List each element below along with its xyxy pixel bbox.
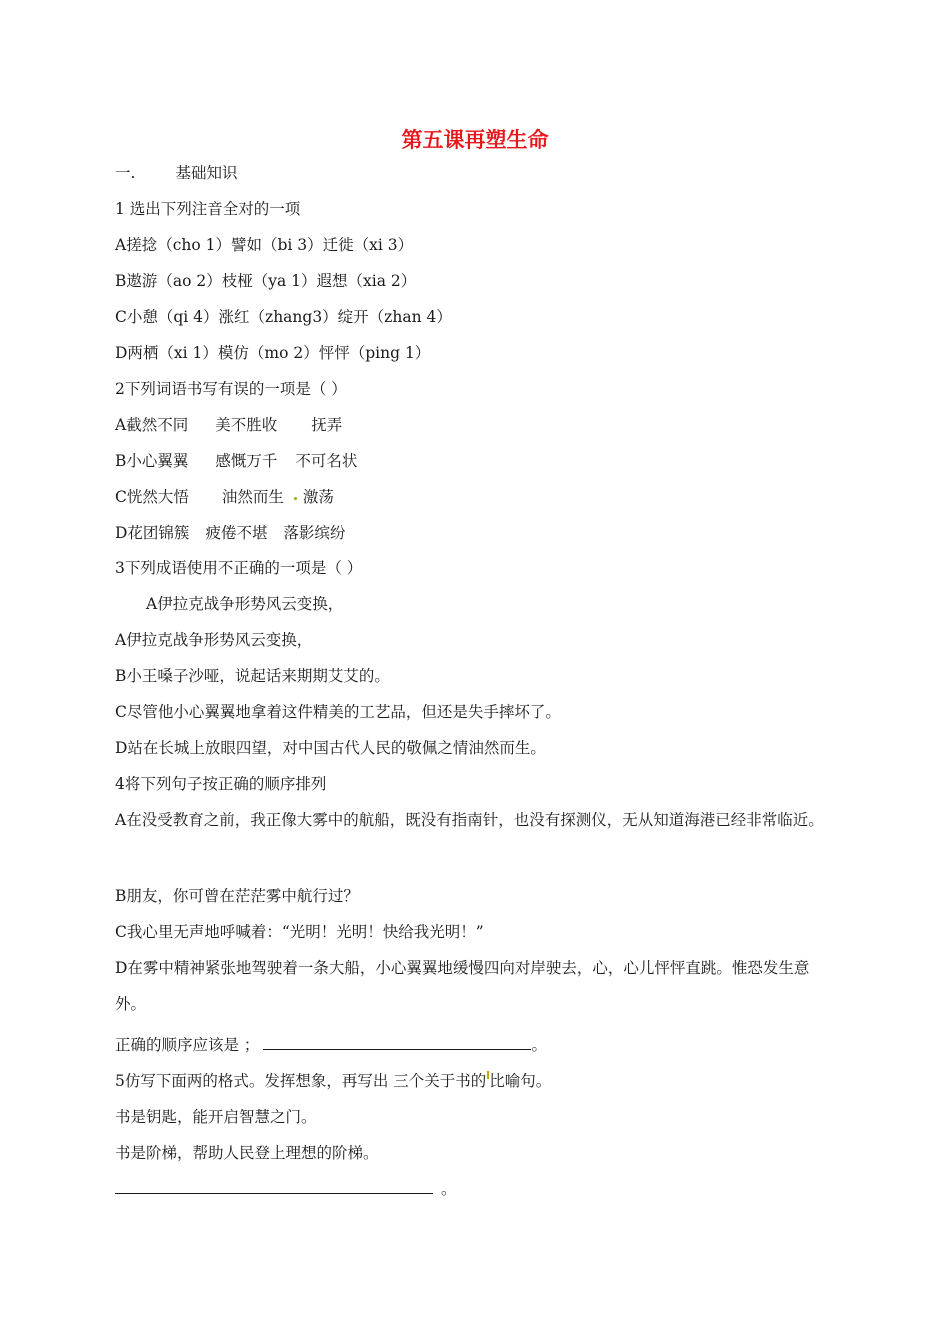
q4-answer-line xyxy=(115,1035,547,1055)
q2-a-word-3: 抚弄 xyxy=(311,416,343,434)
q2-option-d xyxy=(115,523,345,543)
q2-b-word-3: 不可名状 xyxy=(295,452,358,470)
q5-answer-blank[interactable] xyxy=(115,1179,433,1194)
q2-b-word-2: 感慨万千 xyxy=(215,452,278,470)
scan-speck xyxy=(294,497,297,500)
q4-sentence-c: C我心里无声地呼喊着：“光明！光明！快给我光明！” xyxy=(115,923,484,941)
q2-d-word-3: 落影缤纷 xyxy=(283,524,346,542)
q2-d-word-2: 疲倦不堪 xyxy=(205,524,268,542)
q1-option-c: C小憩（qi 4）涨红（zhang3）绽开（zhan 4） xyxy=(115,308,452,326)
q1-option-b: B遨游（ao 2）枝桠（ya 1）遐想（xia 2） xyxy=(115,272,417,290)
q2-c-word-2: 油然而生 xyxy=(221,488,284,506)
q3-stem: 3下列成语使用不正确的一项是（ ） xyxy=(115,559,363,577)
q5-stem xyxy=(115,1071,551,1091)
q5-stem-part1: 5仿写下面两的格式。发挥想象，再写出 三个关于书的 xyxy=(115,1072,487,1090)
q4-answer-prefix: 正确的顺序应该是 ； xyxy=(115,1036,260,1054)
q2-option-a xyxy=(115,415,342,435)
q2-c-word-3: 激荡 xyxy=(302,488,334,506)
q3-option-c: C尽管他小心翼翼地拿着这件精美的工艺品，但还是失手摔坏了。 xyxy=(115,703,561,721)
q3-option-d: D站在长城上放眼四望，对中国古代人民的敬佩之情油然而生。 xyxy=(115,739,546,757)
q3-indented-line: A伊拉克战争形势风云变换， xyxy=(146,595,344,613)
q5-end-mark: 。 xyxy=(441,1180,457,1198)
q2-option-c xyxy=(115,487,334,507)
page-title: 第五课再塑生命 xyxy=(401,128,549,152)
q2-a-word-2: 美不胜收 xyxy=(215,416,278,434)
q4-sentence-b: B朋友，你可曾在茫茫雾中航行过？ xyxy=(115,887,359,905)
q4-answer-blank[interactable] xyxy=(263,1035,531,1050)
q2-option-b xyxy=(115,451,357,471)
q1-option-a: A搓捻（cho 1）譬如（bi 3）迁徙（xi 3） xyxy=(115,236,414,254)
q4-answer-suffix: 。 xyxy=(531,1036,547,1054)
q4-sentence-d: D在雾中精神紧张地驾驶着一条大船，小心翼翼地缓慢四向对岸驶去，心，心儿怦怦直跳。惟恐发生意外。 xyxy=(115,959,810,1013)
section-label: 基础知识 xyxy=(175,164,238,182)
section-number: 一. xyxy=(115,164,136,182)
q1-option-d: D两栖（xi 1）模仿（mo 2）怦怦（ping 1） xyxy=(115,344,431,362)
q2-c-word-1: C恍然大悟 xyxy=(115,488,189,506)
q2-stem: 2下列词语书写有误的一项是（ ） xyxy=(115,380,347,398)
q5-example-1: 书是钥匙，能开启智慧之门。 xyxy=(115,1108,317,1126)
section-heading xyxy=(115,163,237,183)
q4-sentence-a: A在没受教育之前，我正像大雾中的航船，既没有指南针，也没有探测仪，无从知道海港已经非常临近。 xyxy=(115,811,824,829)
q3-option-a: A伊拉克战争形势风云变换， xyxy=(115,631,313,649)
q2-a-word-1: A截然不同 xyxy=(115,416,189,434)
q4-stem: 4将下列句子按正确的顺序排列 xyxy=(115,775,327,793)
q5-stem-part2: 比喻句。 xyxy=(489,1072,552,1090)
q5-example-2: 书是阶梯，帮助人民登上理想的阶梯。 xyxy=(115,1144,379,1162)
q2-b-word-1: B小心翼翼 xyxy=(115,452,189,470)
q1-stem: 1 选出下列注音全对的一项 xyxy=(115,200,301,218)
q3-option-b: B小王嗓子沙哑，说起话来期期艾艾的。 xyxy=(115,667,390,685)
q2-d-word-1: D花团锦簇 xyxy=(115,524,190,542)
q5-answer-line xyxy=(115,1179,457,1199)
